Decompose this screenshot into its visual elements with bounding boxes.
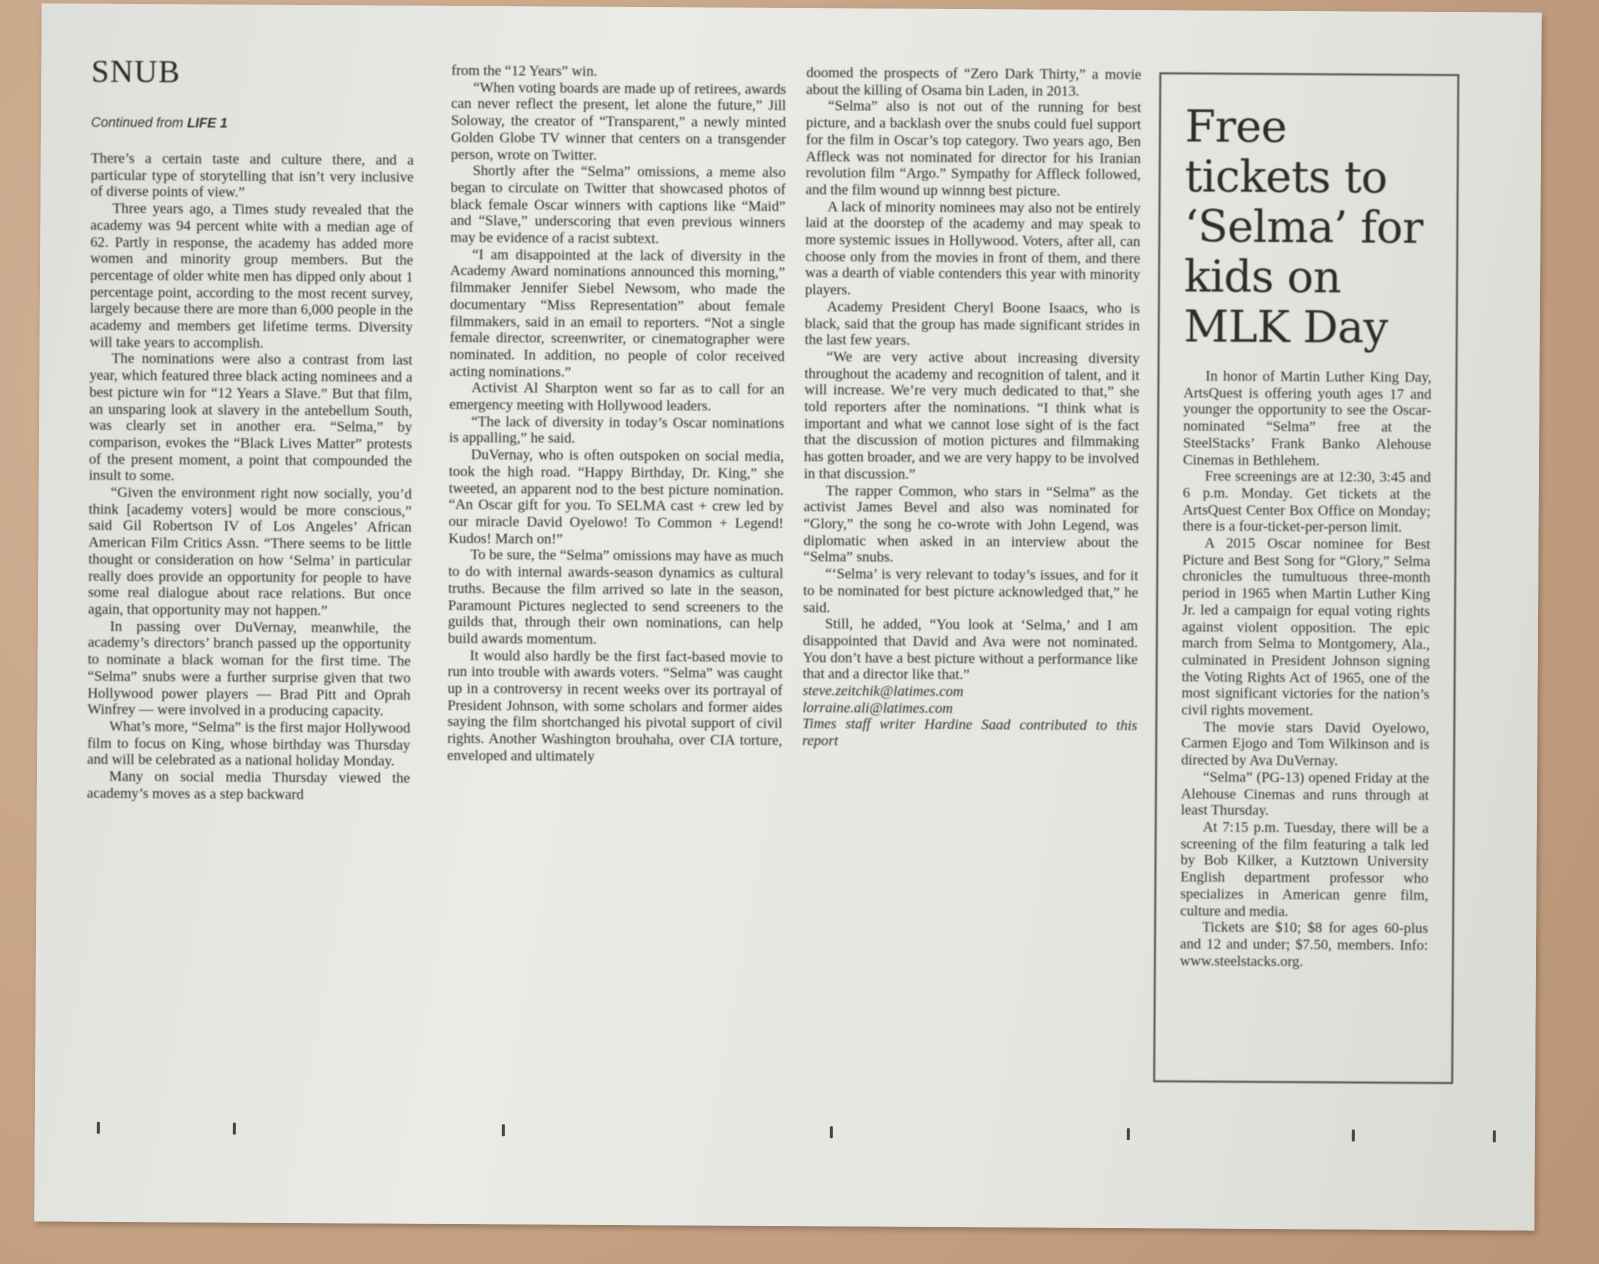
author-email-2: lorraine.ali@latimes.com <box>802 699 953 717</box>
fold-mark <box>233 1123 236 1135</box>
paragraph: “We are very active about increasing diversity throughout the academy and recognition of talent, and it will increase. We’re very much dedicated to that,” she told reporters after the nominations. “I think what is important and what we cannot lose sight of is the fact that the discussion of motion pictures and filmmaking has gotten broader, and we are very happy to be involved in that discussion.” <box>803 349 1140 483</box>
paragraph: “Given the environment right now socially, you’d think [academy voters] would be more conscious,” said Gil Robertson IV of Los Angeles’ African American Film Critics Assn. “There seems to be little thought or consideration on how ‘Selma’ in particular really does provide an opportunity for people to have some real dialogue about race relations. But once again, that opportunity may not happen.” <box>87 484 412 620</box>
paragraph: A lack of minority nominees may also not be entirely laid at the doorstep of the academy and may speak to more systemic issues in Hollywood. Voters, after all, can choose only from the movies in front of them, and there was a dearth of viable contenders this year with minority players. <box>804 198 1141 299</box>
paragraph: There’s a certain taste and culture there, and a particular type of storytelling that isn’t very inclusive of diverse points of view.” <box>90 150 414 202</box>
sidebar-paragraph: A 2015 Oscar nominee for Best Picture and Best Song for “Glory,” Selma chronicles the tumultuous three-month period in 1965 when Martin Luther King Jr. led a campaign for equal voting rights against violent opposition. The epic march from Selma to Montgomery, Ala., culminated in President Johnson signing the Voting Rights Act of 1965, one of the most significant victories for the nation’s civil rights movement. <box>1181 535 1431 720</box>
paragraph: Activist Al Sharpton went so far as to call for an emergency meeting with Hollywood leaders. <box>449 380 785 415</box>
paragraph: “The lack of diversity in today’s Oscar nominations is appalling,” he said. <box>449 413 785 448</box>
paragraph: To be sure, the “Selma” omissions may have as much to do with internal awards-season dynamics as cultural truths. Because the film arrived so late in the season, Paramount Pictures neglected to send screeners to the guilds that, through their own nominations, can help build awards momentum. <box>447 547 784 648</box>
paragraph: “I am disappointed at the lack of diversity in the Academy Award nominations announced this morning,” filmmaker Jennifer Siebel Newsom, who made the documentary “Miss Representation” about female filmmakers, said in an email to reporters. “Not a single female director, screenwriter, or cinematographer were nominated. In addition, no people of color received acting nominations.” <box>449 246 786 381</box>
paragraph: Still, he added, “You look at ‘Selma,’ and I am disappointed that David and Ava were not nominated. You don’t have a best picture without a performance like that and a director like that.” <box>802 616 1138 684</box>
paragraph: “‘Selma’ is very relevant to today’s issues, and for it to be nominated for best picture acknowledged that,” he said. <box>803 566 1139 616</box>
contributor-note: Times staff writer Hardine Saad contributed to this report <box>802 716 1138 750</box>
sidebar-headline: Free tickets to ‘Selma’ for kids on MLK Day <box>1183 101 1424 354</box>
sidebar-body <box>1168 368 1444 971</box>
paragraph: It would also hardly be the first fact-based movie to run into trouble with awards voters. “Selma” was caught up in a controversy in recent weeks over its portrayal of President Johnson, with some scholars and former aides saying the film shortchanged his pivotal support of civil rights. Another Washington brouhaha, over CIA torture, enveloped and ultimately <box>447 647 783 765</box>
article-column-2 <box>447 63 786 767</box>
author-email-1: steve.zeitchik@latimes.com <box>802 683 964 701</box>
paragraph: DuVernay, who is often outspoken on social media, took the high road. “Happy Birthday, Dr. King,” she tweeted, an apparent nod to the best picture nomination. “An Oscar gift for you. To SELMA cast + crew led by our miracle David Oyelowo! To Common + Legend! Kudos! March on!” <box>448 447 785 548</box>
sidebar-paragraph: The movie stars David Oyelowo, Carmen Ejogo and Tom Wilkinson and is directed by Ava DuVernay. <box>1181 719 1430 770</box>
sidebar-paragraph: At 7:15 p.m. Tuesday, there will be a screening of the film featuring a talk led by Bob Kilker, a Kutztown University English department professor who specializes in American genre film, culture and media. <box>1180 819 1429 920</box>
paragraph: “When voting boards are made up of retirees, awards can never reflect the present, let alone the future,” Jill Soloway, the creator of “Transparent,” a newly minted Golden Globe TV winner that centers on a transgender person, wrote on Twitter. <box>450 79 787 164</box>
paragraph: Three years ago, a Times study revealed that the academy was 94 percent white with a median age of 62. Partly in response, the academy has added more women and minority group members. But the percentage of older white men has dipped only about 1 percentage point, according to the most recent survey, largely because there are more than 6,000 people in the academy and members get lifetime terms. Diversity will take years to accomplish. <box>89 200 414 352</box>
fold-mark <box>830 1126 833 1138</box>
paragraph: from the “12 Years” win. <box>451 62 598 80</box>
newspaper-page <box>34 3 1541 1230</box>
paragraph: doomed the prospects of “Zero Dark Thirty,” a movie about the killing of Osama bin Laden, in 2013. <box>806 65 1142 100</box>
fold-mark <box>1127 1128 1130 1140</box>
article-column-1 <box>87 151 414 804</box>
sidebar-paragraph: In honor of Martin Luther King Day, ArtsQuest is offering youth ages 17 and younger the opportunity to see the Oscar-nominated “Selma” free at the SteelStacks’ Frank Banko Alehouse Cinemas in Bethlehem. <box>1182 368 1432 469</box>
sidebar-box <box>1153 72 1459 1084</box>
paragraph: Academy President Cheryl Boone Isaacs, who is black, said that the group has made significant strides in the last few years. <box>804 299 1140 349</box>
paragraph: The nominations were also a contrast from last year, which featured three black acting nominees and a best picture win for “12 Years a Slave.” But that film, an unsparing look at slavery in the antebellum South, was clearly set in another era. “Selma,” by comparison, evokes the “Black Lives Matter” protests of the present moment, a point that compounded the insult to some. <box>88 351 413 485</box>
section-kicker: SNUB <box>91 52 181 90</box>
fold-mark <box>1352 1129 1355 1141</box>
fold-mark <box>97 1122 100 1134</box>
continued-page: LIFE 1 <box>187 115 228 131</box>
article-column-3 <box>802 65 1141 752</box>
fold-mark <box>1493 1130 1496 1142</box>
sidebar-paragraph: “Selma” (PG-13) opened Friday at the Alehouse Cinemas and runs through at least Thursday. <box>1180 769 1430 820</box>
paragraph: Many on social media Thursday viewed the academy’s moves as a step backward <box>86 768 411 803</box>
sidebar-paragraph: Free screenings are at 12:30, 3:45 and 6 p.m. Monday. Get tickets at the ArtsQuest Center Box Office on Monday; there is a four-ticket-per-person limit. <box>1182 468 1431 537</box>
continued-label: Continued from <box>90 114 188 131</box>
paragraph: What’s more, “Selma” is the first major Hollywood film to focus on King, whose birthday was Thursday and will be celebrated as a national holiday Monday. <box>87 718 411 770</box>
paragraph: The rapper Common, who stars in “Selma” as the activist James Bevel and also was nominated for “Glory,” the song he co-wrote with John Legend, was diplomatic when asked in an interview about the “Selma” snubs. <box>803 482 1139 567</box>
continued-line <box>91 115 228 131</box>
paragraph: “Selma” also is not out of the running for best picture, and a backlash over the snubs could fuel support for the film in Oscar’s top category. Two years ago, Ben Affleck was not nominated for director for his Iranian revolution film “Argo.” Sympathy for Affleck followed, and the film wound up winnng best picture. <box>805 98 1142 200</box>
paragraph: Shortly after the “Selma” omissions, a meme also began to circulate on Twitter that showcased photos of black female Oscar winners with captions like “Maid” and “Slave,” underscoring that even previous winners may be evidence of a racist subtext. <box>450 163 786 248</box>
paragraph: In passing over DuVernay, meanwhile, the academy’s directors’ branch passed up the opportunity to nominate a black woman for the first time. The “Selma” snubs were a further surprise given that two Hollywood power players — Brad Pitt and Oprah Winfrey — were involved in a producing capacity. <box>87 618 411 720</box>
fold-mark <box>502 1124 505 1136</box>
sidebar-paragraph: Tickets are $10; $8 for ages 60-plus and 12 and under; $7.50, members. Info: www.steelstacks.org. <box>1179 919 1429 970</box>
